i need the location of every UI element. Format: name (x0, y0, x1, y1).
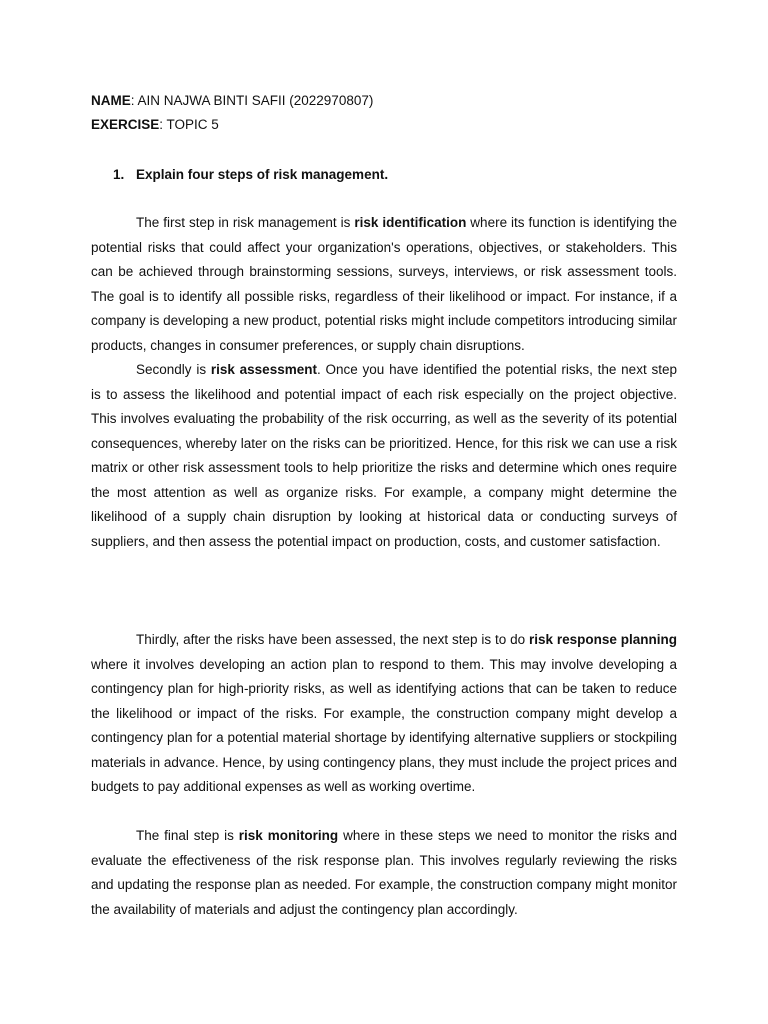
paragraph-text: Thirdly, after the risks have been assessed, the next step is to do (136, 632, 529, 647)
key-term: risk assessment (210, 362, 317, 377)
exercise-value: : TOPIC 5 (159, 117, 219, 132)
paragraph-text: Secondly is (136, 362, 211, 377)
question-text: Explain four steps of risk management. (136, 167, 389, 182)
key-term: risk monitoring (238, 828, 339, 843)
paragraph-risk-monitoring (91, 824, 677, 922)
paragraph-text: where it involves developing an action plan to respond to them. This may involve developing a contingency plan for high-priority risks, as well as identifying actions that can be taken to reduce the likelihood or impact of the risks. For example, the construction company might develop a contingency plan for a potential material shortage by identifying alternative suppliers or stockpiling materials in advance. Hence, by using contingency plans, they must include the project prices and budgets to pay additional expenses as well as working overtime. (91, 656, 677, 794)
paragraph-risk-assessment (91, 358, 677, 554)
paragraph-text: . Once you have identified the potential risks, the next step is to assess the likelihood and potential impact of each risk especially on the project objective. This involves evaluating the probability of the risk occurring, as well as the severity of its potential consequences, whereby later on the risks can be prioritized. Hence, for this risk we can use a risk matrix or other risk assessment tools to help prioritize the risks and determine which ones require the most attention as well as organize risks. For example, a company might determine the likelihood of a supply chain disruption by looking at historical data or conducting surveys of suppliers, and then assess the potential impact on production, costs, and customer satisfaction. (91, 362, 677, 549)
question-heading (113, 166, 388, 184)
question-number: 1. (113, 167, 125, 182)
key-term: risk response planning (528, 632, 677, 647)
paragraph-text: where its function is identifying the potential risks that could affect your organization's operations, objectives, or stakeholders. This can be achieved through brainstorming sessions, surveys, interviews, or risk assessment tools. The goal is to identify all possible risks, regardless of their likelihood or impact. For instance, if a company is developing a new product, potential risks might include competitors introducing similar products, changes in consumer preferences, or supply chain disruptions. (91, 215, 677, 353)
paragraph-text: where in these steps we need to monitor the risks and evaluate the effectiveness of the risk response plan. This involves regularly reviewing the risks and updating the response plan as needed. For example, the construction company might monitor the availability of materials and adjust the contingency plan accordingly. (91, 828, 677, 917)
key-term: risk identification (354, 215, 467, 230)
exercise-label: EXERCISE (91, 117, 160, 132)
exercise-line (91, 116, 219, 134)
paragraph-text: The final step is (136, 828, 239, 843)
paragraph-risk-response-planning (91, 628, 677, 800)
paragraph-text: The first step in risk management is (136, 215, 355, 230)
name-line (91, 92, 373, 110)
name-value: : AIN NAJWA BINTI SAFII (2022970807) (130, 93, 374, 108)
name-label: NAME (91, 93, 131, 108)
paragraph-risk-identification (91, 211, 677, 358)
